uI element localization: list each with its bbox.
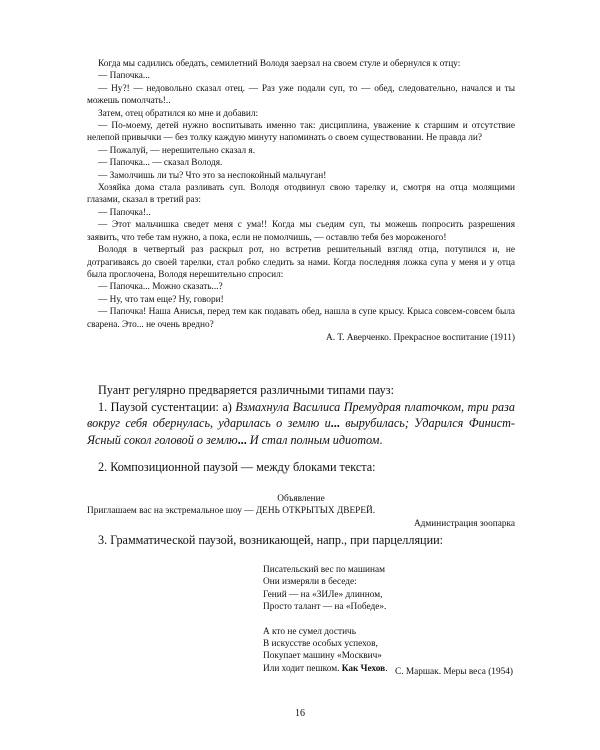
announcement-body: Приглашаем вас на экстремальное шоу — ДЕНЬ ОТКРЫТЫХ ДВЕРЕЙ. [87,506,376,517]
page-number: 16 [295,708,305,719]
poem-line: Гений — на «ЗИЛе» длинном, [263,589,383,600]
story-paragraph: Володя в четвертый раз раскрыл рот, но встретив решительный взгляд отца, потупился и, не дотрагиваясь до своей тарелки, стал робко следить за нами. Когда последняя ложка супа у меня и у отца была проглочена, Володя нерешительно спросил: [87,245,515,280]
poem-line: В искусстве особых успехов, [263,639,378,650]
story-paragraph: — Этот мальчишка сведет меня с ума!! Когда мы съедим суп, ты можешь попросить разрешения заявить, что тебе там нужно, а пока, если не помолчишь, — оставлю тебя без мороженого! [87,220,515,243]
item1-example: Взмахнула Василиса Премудрая платочком, три раза вокруг себя обернулась, ударилась о землю и [87,399,515,431]
story-paragraph: — Ну?! — недовольно сказал отец. — Раз уже подали суп, то — обед, следовательно, начался и ты можешь помолчать!.. [87,83,515,107]
poem-line: Покупает машину «Москвич» [263,651,382,662]
story-attribution: А. Т. Аверченко. Прекрасное воспитание (1911) [326,332,515,343]
story-paragraph: — Папочка! Наша Анисья, перед тем как подавать обед, нашла в супе крысу. Крыса совсем-совсем была сварена. Это... не очень вредно? [87,307,515,330]
item1-punchline: И стал полным идиотом [246,432,380,447]
poem-example [263,564,523,675]
poem-line: Писательский вес по машинам [263,565,385,575]
story-paragraph: — Ну, что там еще? Ну, говори! [98,294,224,305]
story-paragraph: Затем, отец обратился ко мне и добавил: [98,108,259,119]
item1-ellipsis-2: ... [237,432,247,447]
poem-punchline: Как Чехов [341,663,386,674]
item1-end: . [379,432,383,447]
story-paragraph: — По-моему, детей нужно воспитывать именно так: дисциплина, уважение к старшим и отсутствие нелепой привычки — без толку каждую минуту напоминать о своем существовании. Не правда ли? [87,121,515,144]
poem-line: Они измеряли в беседе: [263,577,357,588]
story-paragraph: — Пожалуй, — нерешительно сказал я. [98,145,256,156]
pause-item-3: 3. Грамматической паузой, возникающей, напр., при парцелляции: [98,533,444,547]
pause-item-2: 2. Композиционной паузой — между блоками текста: [98,460,376,475]
poem-line: Просто талант — на «Победе». [263,602,387,613]
poem-last-plain: Или ходит пешком. [263,663,340,674]
announcement-example [87,493,515,530]
announcement-title: Объявление [277,494,325,504]
poem-attribution: С. Маршак. Меры веса (1954) [395,667,513,677]
intro-paragraph: Пуант регулярно предваряется различными типами пауз: [98,383,394,397]
story-paragraph: — Замолчишь ли ты? Что это за неспокойный мальчуган! [98,170,327,181]
main-text [87,382,515,476]
story-paragraph: — Папочка... [98,71,150,82]
story-paragraph: — Папочка!.. [98,207,151,218]
story-paragraph: Когда мы садились обедать, семилетний Володя заерзал на своем стуле и обернулся к отцу: [98,59,461,69]
item1-ellipsis: ... [330,416,340,431]
pause-item-1 [87,399,515,449]
story-paragraph: — Папочка... — сказал Володя. [98,158,223,169]
announcement-signature: Администрация зоопарка [413,518,515,529]
item1-lead: 1. Паузой сустентации: а) [98,399,236,414]
story-excerpt [87,58,515,344]
poem-last-end: . [385,663,388,674]
story-paragraph: — Папочка... Можно сказать...? [98,282,223,293]
poem-line: А кто не сумел достичь [263,626,356,637]
item1-example-cont: вырубилась; Ударился Финист-Ясный сокол головой о землю [87,416,515,447]
story-paragraph: Хозяйка дома стала разливать суп. Володя отодвинул свою тарелку и, смотря на отца молящими глазами, сказал в третий раз: [87,183,515,206]
